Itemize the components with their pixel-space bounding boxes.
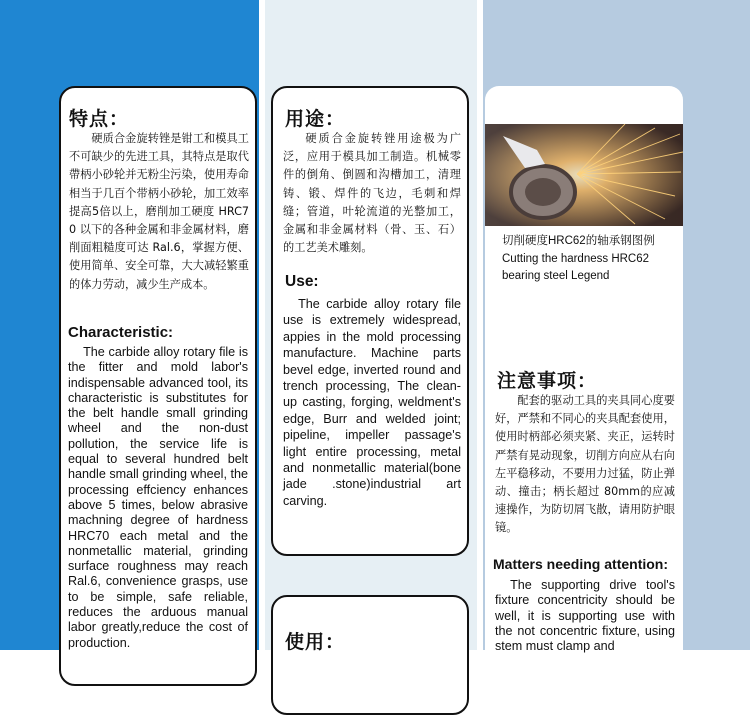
use-body-en: The carbide alloy rotary file use is extremely widespread, appies in the mold processing manufacture. Machine parts bevel edge, inverted round and trench processing, The clean-up casting, forging, weldment's edge, Burr and welded joint; pipeline, impeller passage's light entire processing, metal and nonmetallic material(bone jade .stone)industrial art carving. xyxy=(283,297,461,508)
attention-title-en: Matters needing attention: xyxy=(493,556,669,572)
bearing-grinding-photo xyxy=(485,124,683,226)
characteristic-body-cn: 硬质合金旋转锉是钳工和模具工不可缺少的先进工具，其特点是取代帶柄小砂轮并无粉尘污染，使用寿命相当于几百个带柄小砂轮，加工效率提高5倍以上，磨削加工硬度 HRC70 以下的各种金属和非金属材料，磨削面粗糙度可达 Ral.6，掌握方便、使用简单、安全可靠，大大减轻繁重的体力劳动，减少生产成本。 xyxy=(69,132,249,291)
photo-caption-cn: 切削硬度HRC62的轴承钢图例 xyxy=(502,235,655,247)
characteristic-title-cn: 特点： xyxy=(69,108,130,130)
use-title-en: Use: xyxy=(285,273,319,290)
photo-caption-en-line-1: Cutting the hardness HRC62 xyxy=(502,253,650,265)
photo-caption-en-line-2: bearing steel Legend xyxy=(502,270,610,282)
attention-body-cn: 配套的驱动工具的夹具同心度要好，严禁和不同心的夹具配套使用，使用时柄部必须夹紧、夹正，运转时严禁有晃动现象，切削方向应从右向左平稳移动，不要用力过猛，防止弹动、撞击；柄长超过 80mm的应减速操作，为防切屑飞散，请用防护眼镜。 xyxy=(495,394,675,535)
usage-title-cn: 使用： xyxy=(285,631,346,653)
use-card xyxy=(271,86,469,556)
use-body-cn: 硬质合金旋转锉用途极为广泛，应用于模具加工制造。机械零件的倒角、倒圆和沟槽加工，清理铸、锻、焊件的飞边，毛刺和焊缝；管道，叶轮流道的光整加工，金属和非金属材料（骨、玉、石）的工艺美术雕刻。 xyxy=(283,132,461,255)
characteristic-title-en: Characteristic: xyxy=(68,324,174,341)
characteristic-body-en: The carbide alloy rotary file is the fitter and mold labor's indispensable advanced tool, its characteristic is substitutes for the belt handle small grinding wheel and the non-dust pollution, the service life is equal to several hundred belt handle small grinding wheel, the processing effciency enhances above 5 times, below abrasive machning degree of hardness HRC70 each metal and the nonmetallic material, grinding surface roughness may reach Ral.6, convenience grasps, use to be simple, safe reliable, reduces the arduous manual labor greatly,reduce the cost of production. xyxy=(68,345,248,650)
usage-card xyxy=(271,595,469,715)
attention-title-cn: 注意事项： xyxy=(497,370,598,392)
attention-body-en: The supporting drive tool's fixture concentricity should be well, it is supporting use with the not concentric fixture, using stem must clamp and xyxy=(495,578,675,654)
use-title-cn: 用途： xyxy=(285,108,346,130)
attention-card xyxy=(485,86,683,706)
characteristic-card xyxy=(59,86,257,686)
